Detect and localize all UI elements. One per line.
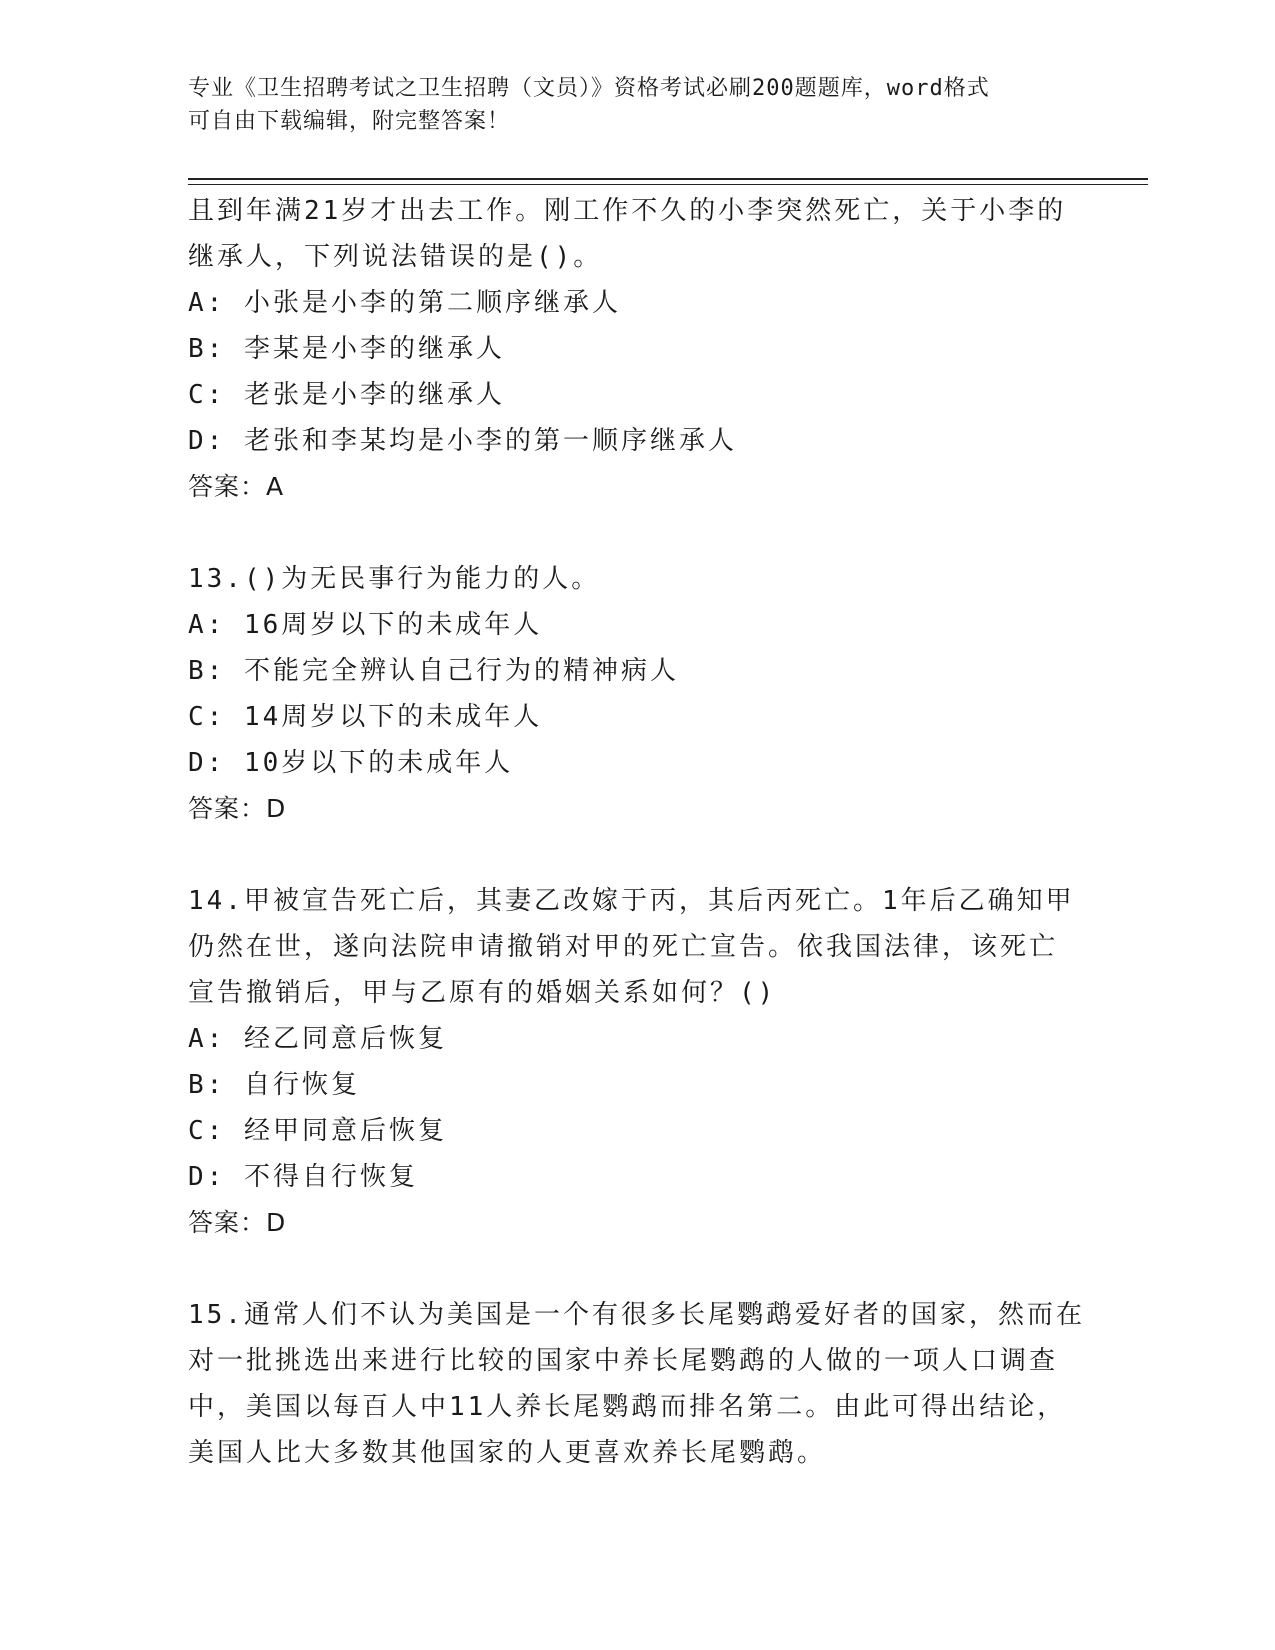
option-a: A: 小张是小李的第二顺序继承人 bbox=[188, 288, 621, 318]
option-d: D: 不得自行恢复 bbox=[188, 1162, 418, 1192]
option-a: A: 16周岁以下的未成年人 bbox=[188, 610, 543, 640]
option-d: D: 老张和李某均是小李的第一顺序继承人 bbox=[188, 426, 737, 456]
question-15 bbox=[188, 1292, 1088, 1476]
header-line-1: 专业《卫生招聘考试之卫生招聘（文员）》资格考试必刷200题题库，word格式 bbox=[188, 76, 990, 101]
question-stem-line: 仍然在世，遂向法院申请撤销对甲的死亡宣告。依我国法律，该死亡 bbox=[188, 932, 1059, 962]
question-stem-line: 美国人比大多数其他国家的人更喜欢养长尾鹦鹉。 bbox=[188, 1438, 827, 1468]
question-stem-line: 15.通常人们不认为美国是一个有很多长尾鹦鹉爱好者的国家，然而在 bbox=[188, 1300, 1085, 1330]
answer-line: 答案：D bbox=[188, 794, 287, 823]
header-line-2: 可自由下载编辑，附完整答案！ bbox=[188, 109, 511, 134]
option-a: A: 经乙同意后恢复 bbox=[188, 1024, 447, 1054]
answer-line: 答案：D bbox=[188, 1208, 287, 1237]
option-b: B: 不能完全辨认自己行为的精神病人 bbox=[188, 656, 679, 686]
option-c: C: 经甲同意后恢复 bbox=[188, 1116, 447, 1146]
spacer bbox=[188, 1246, 1088, 1292]
spacer bbox=[188, 832, 1088, 878]
option-d: D: 10岁以下的未成年人 bbox=[188, 748, 514, 778]
question-content bbox=[188, 188, 1088, 1476]
question-stem-line: 中，美国以每百人中11人养长尾鹦鹉而排名第二。由此可得出结论， bbox=[188, 1392, 1067, 1422]
question-continuation bbox=[188, 188, 1088, 510]
spacer bbox=[188, 510, 1088, 556]
question-stem-line: 13.()为无民事行为能力的人。 bbox=[188, 564, 601, 594]
question-stem-line: 14.甲被宣告死亡后，其妻乙改嫁于丙，其后丙死亡。1年后乙确知甲 bbox=[188, 886, 1075, 916]
question-stem-line: 且到年满21岁才出去工作。刚工作不久的小李突然死亡，关于小李的 bbox=[188, 196, 1067, 226]
header-rule-thick bbox=[188, 178, 1148, 180]
question-stem-line: 继承人，下列说法错误的是()。 bbox=[188, 242, 603, 272]
question-stem-line: 宣告撤销后，甲与乙原有的婚姻关系如何？() bbox=[188, 978, 777, 1008]
option-c: C: 14周岁以下的未成年人 bbox=[188, 702, 543, 732]
answer-line: 答案：A bbox=[188, 472, 285, 501]
document-header bbox=[188, 72, 1088, 138]
option-b: B: 自行恢复 bbox=[188, 1070, 360, 1100]
option-b: B: 李某是小李的继承人 bbox=[188, 334, 505, 364]
question-14 bbox=[188, 878, 1088, 1246]
question-stem-line: 对一批挑选出来进行比较的国家中养长尾鹦鹉的人做的一项人口调查 bbox=[188, 1346, 1059, 1376]
question-13 bbox=[188, 556, 1088, 832]
header-rule-thin bbox=[188, 184, 1148, 185]
option-c: C: 老张是小李的继承人 bbox=[188, 380, 505, 410]
